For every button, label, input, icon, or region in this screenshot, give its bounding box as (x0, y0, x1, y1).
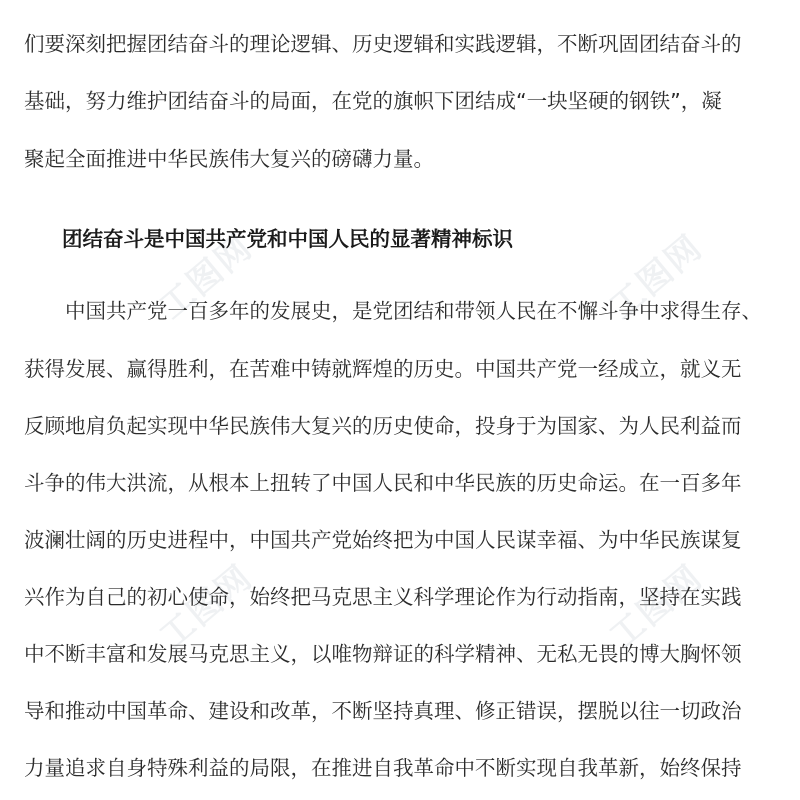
paragraph-line: 基础，努力维护团结奋斗的局面，在党的旗帜下团结成“一块坚硬的钢铁”，凝 (24, 89, 722, 113)
watermark: 工图网 (602, 557, 711, 658)
paragraph-line: 斗争的伟大洪流，从根本上扭转了中国人民和中华民族的历史命运。在一百多年 (24, 471, 742, 495)
watermark: 工图网 (152, 557, 261, 658)
paragraph-line: 中不断丰富和发展马克思主义，以唯物辩证的科学精神、无私无畏的博大胸怀领 (24, 642, 742, 666)
paragraph-line: 导和推动中国革命、建设和改革，不断坚持真理、修正错误，摆脱以往一切政治 (24, 699, 742, 723)
paragraph-line: 获得发展、赢得胜利，在苦难中铸就辉煌的历史。中国共产党一经成立，就义无 (24, 357, 742, 381)
paragraph-line: 聚起全面推进中华民族伟大复兴的磅礴力量。 (24, 147, 434, 171)
paragraph-line: 反顾地肩负起实现中华民族伟大复兴的历史使命，投身于为国家、为人民利益而 (24, 414, 742, 438)
paragraph-line: 们要深刻把握团结奋斗的理论逻辑、历史逻辑和实践逻辑，不断巩固团结奋斗的 (24, 32, 742, 56)
watermark: 工图网 (602, 227, 711, 328)
paragraph-line: 力量追求自身特殊利益的局限，在推进自我革命中不断实现自我革新，始终保持 (24, 756, 742, 780)
paragraph-line: 波澜壮阔的历史进程中，中国共产党始终把为中国人民谋幸福、为中华民族谋复 (24, 528, 742, 552)
watermark: 工图网 (152, 227, 261, 328)
paragraph-line: 中国共产党一百多年的发展史，是党团结和带领人民在不懈斗争中求得生存、 (24, 299, 762, 323)
paragraph-line: 兴作为自己的初心使命，始终把马克思主义科学理论作为行动指南，坚持在实践 (24, 585, 742, 609)
section-heading: 团结奋斗是中国共产党和中国人民的显著精神标识 (62, 227, 513, 251)
